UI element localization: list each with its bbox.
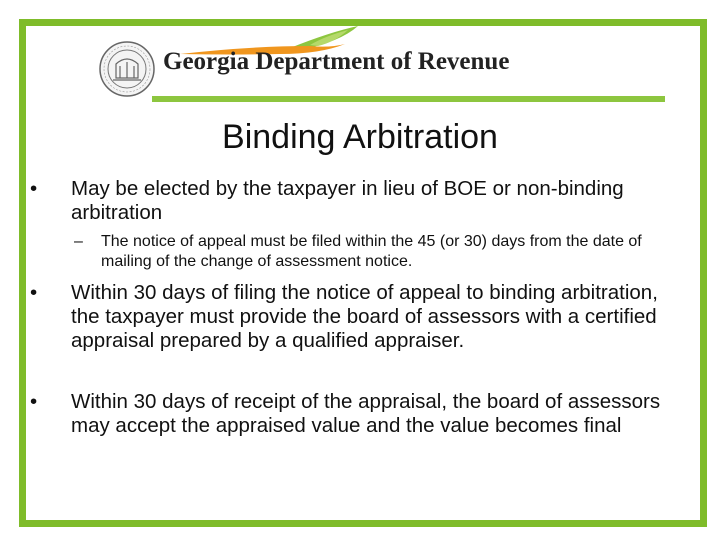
sub-bullet-item [74, 232, 691, 272]
header-divider [152, 96, 665, 102]
bullet-item [30, 281, 671, 353]
bullet-marker: • [30, 390, 38, 413]
bullet-text: Within 30 days of filing the notice of appeal to binding arbitration, the taxpayer must provide the board of assessors with a certified appraisal prepared by a qualified appraiser. [71, 281, 658, 352]
organization-name: Georgia Department of Revenue [163, 48, 510, 75]
sub-bullet-text: The notice of appeal must be filed within the 45 (or 30) days from the date of mailing of the change of assessment notice. [101, 233, 642, 270]
bullet-text: May be elected by the taxpayer in lieu of BOE or non-binding arbitration [71, 177, 624, 224]
bullet-item [30, 390, 681, 438]
georgia-state-seal-icon [98, 40, 156, 98]
bullet-text: Within 30 days of receipt of the appraisal, the board of assessors may accept the appraised value and the value becomes final [71, 390, 661, 437]
sub-bullet-marker: – [74, 233, 83, 250]
slide-title: Binding Arbitration [222, 118, 498, 156]
bullet-marker: • [30, 281, 38, 304]
bullet-item [30, 177, 671, 225]
bullet-marker: • [30, 177, 38, 200]
